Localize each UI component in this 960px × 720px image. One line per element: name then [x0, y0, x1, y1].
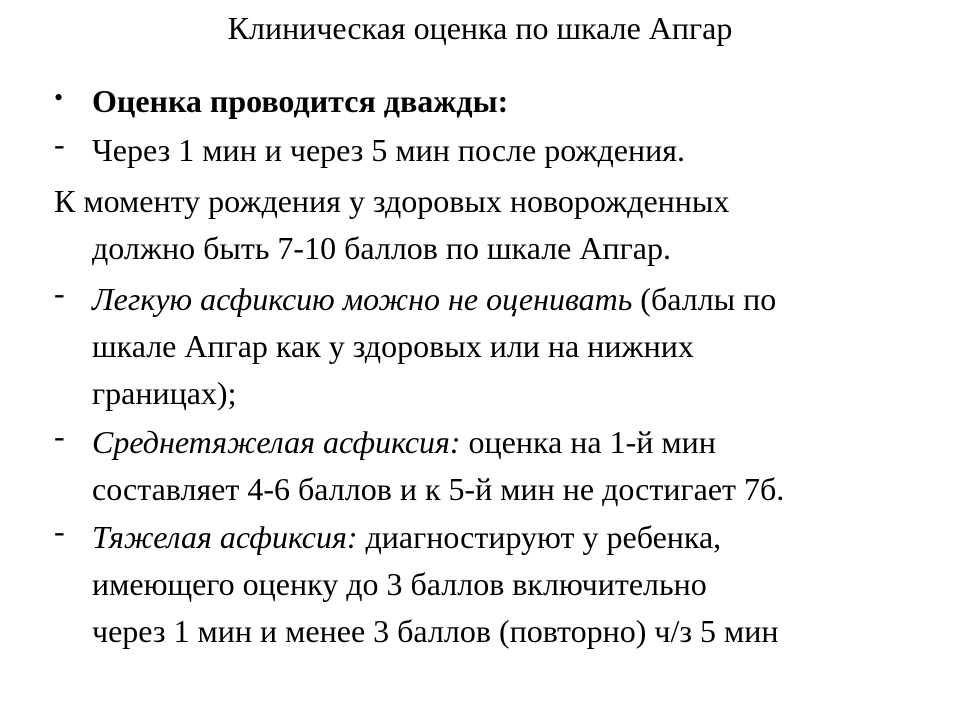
paragraph-line-2: должно быть 7-10 баллов по шкале Апгар.: [92, 230, 671, 266]
dash-marker: -: [54, 418, 65, 454]
dash-marker: -: [54, 126, 65, 162]
severe-asphyxia-text: диагностируют у ребенка,: [357, 519, 722, 555]
dash-marker: -: [54, 513, 65, 549]
severe-asphyxia-line-3: через 1 мин и менее 3 баллов (повторно) ч/з 5 мин: [92, 613, 779, 649]
slide-title: Клиническая оценка по шкале Апгар: [227, 10, 733, 46]
bullet-heading: Оценка проводится дважды:: [92, 83, 509, 119]
moderate-asphyxia-term: Среднетяжелая асфиксия:: [92, 424, 461, 460]
mild-asphyxia-line-3: границах);: [92, 375, 237, 411]
mild-asphyxia-line-2: шкале Апгар как у здоровых или на нижних: [92, 328, 694, 364]
dash-item-text: Через 1 мин и через 5 мин после рождения.: [92, 132, 685, 168]
moderate-asphyxia-text: оценка на 1-й мин: [460, 424, 716, 460]
mild-asphyxia-text: (баллы по: [632, 281, 777, 317]
dash-item-timing: [54, 127, 934, 174]
bullet-marker: •: [54, 83, 64, 112]
mild-asphyxia-term: Легкую асфиксию можно не оценивать: [92, 281, 633, 317]
paragraph-line-1: К моменту рождения у здоровых новорожденных: [54, 183, 730, 219]
dash-marker: -: [54, 275, 65, 311]
severe-asphyxia-term: Тяжелая асфиксия:: [92, 519, 358, 555]
bullet-item-evaluation: [54, 78, 934, 125]
severe-asphyxia-line-2: имеющего оценку до 3 баллов включительно: [92, 566, 707, 602]
moderate-asphyxia-line-2: составляет 4-6 баллов и к 5-й мин не достигает 7б.: [92, 471, 785, 507]
dash-item-severe-asphyxia: [54, 514, 934, 655]
paragraph-healthy-score: [54, 178, 934, 272]
dash-item-mild-asphyxia: [54, 276, 934, 417]
dash-item-moderate-asphyxia: [54, 419, 934, 513]
